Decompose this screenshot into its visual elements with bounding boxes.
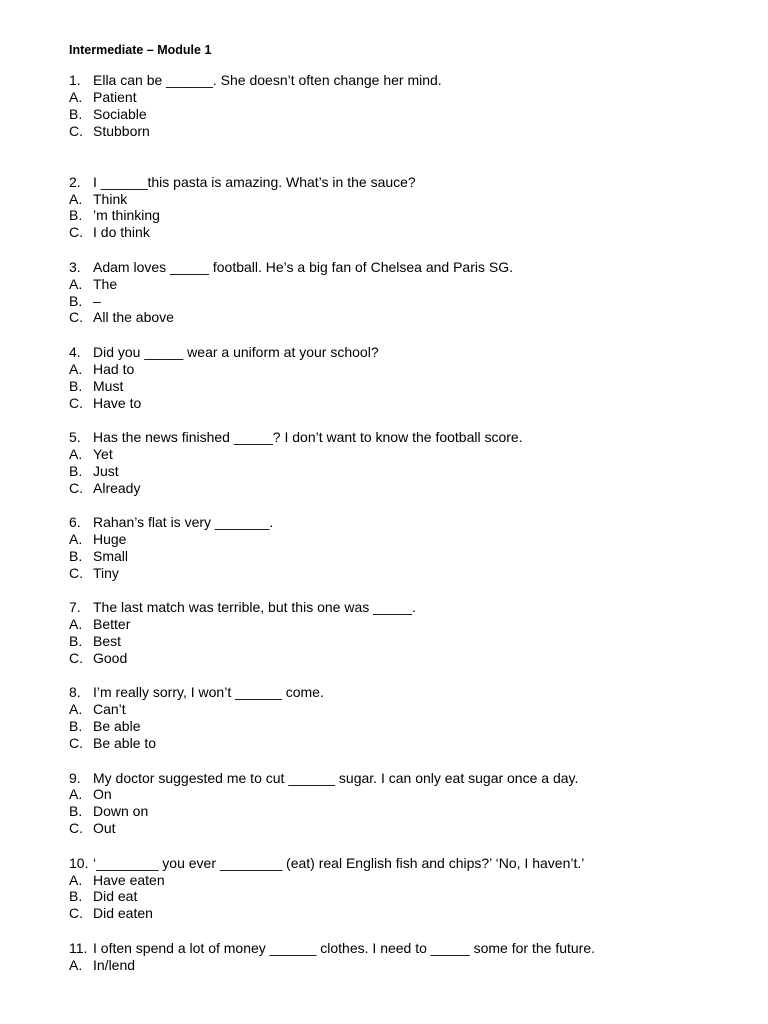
question-10 — [69, 855, 729, 923]
option-text: Huge — [93, 531, 127, 548]
question-number: 5. — [69, 429, 81, 445]
option-letter: A. — [69, 531, 83, 548]
option-letter: A. — [69, 445, 83, 462]
option-letter: C. — [69, 564, 83, 581]
option-a — [69, 89, 729, 106]
option-a — [69, 616, 729, 633]
option-text: Have to — [93, 394, 142, 411]
question-number: 11. — [69, 939, 88, 956]
question-2 — [69, 174, 729, 242]
option-c — [69, 650, 729, 667]
question-text: I often spend a lot of money ______ clothes. I need to _____ some for the future. — [93, 939, 596, 956]
option-text: Down on — [93, 803, 149, 820]
option-letter: A. — [69, 360, 83, 377]
question-number: 9. — [69, 769, 81, 786]
option-letter: B. — [69, 803, 83, 820]
question-7 — [69, 599, 729, 667]
option-text: All the above — [93, 309, 174, 326]
question-number: 4. — [69, 343, 81, 360]
question-8 — [69, 684, 729, 752]
option-b — [69, 378, 729, 395]
option-letter: B. — [69, 888, 83, 905]
spacer — [69, 241, 729, 259]
option-c — [69, 480, 729, 497]
question-11 — [69, 940, 729, 974]
question-text: Ella can be ______. She doesn’t often change her mind. — [93, 72, 442, 88]
document-title: Intermediate – Module 1 — [69, 43, 212, 57]
option-letter: C. — [69, 649, 83, 666]
spacer — [69, 837, 729, 855]
option-c — [69, 123, 729, 140]
question-number: 1. — [69, 72, 81, 88]
option-b — [69, 803, 729, 820]
question-line — [69, 599, 729, 616]
option-a — [69, 957, 729, 974]
option-text: ’m thinking — [93, 207, 160, 224]
option-c — [69, 309, 729, 326]
option-text: Better — [93, 616, 131, 633]
option-text: Yet — [93, 445, 113, 462]
option-letter: C. — [69, 122, 83, 139]
spacer — [69, 752, 729, 770]
question-number: 8. — [69, 684, 81, 701]
option-text: On — [93, 786, 112, 803]
option-a — [69, 446, 729, 463]
question-6 — [69, 514, 729, 582]
document-page — [69, 41, 729, 974]
question-line — [69, 855, 729, 872]
option-text: Have eaten — [93, 871, 165, 888]
spacer — [69, 582, 729, 600]
option-c — [69, 820, 729, 837]
option-text: Patient — [93, 88, 137, 105]
option-c — [69, 565, 729, 582]
option-b — [69, 293, 729, 310]
option-text: Small — [93, 547, 129, 564]
option-letter: B. — [69, 547, 83, 564]
question-line — [69, 259, 729, 276]
option-text: Tiny — [93, 564, 119, 581]
option-b — [69, 207, 729, 224]
option-letter: B. — [69, 207, 83, 224]
option-text: Just — [93, 462, 119, 479]
option-text: Be able to — [93, 735, 157, 752]
option-letter: A. — [69, 786, 83, 803]
question-text: The last match was terrible, but this one was _____. — [93, 599, 416, 616]
option-b — [69, 463, 729, 480]
option-text: Can’t — [93, 701, 126, 718]
option-text: Be able — [93, 718, 141, 735]
spacer — [69, 497, 729, 515]
option-letter: C. — [69, 735, 83, 752]
question-text: ‘________ you ever ________ (eat) real English fish and chips?’ ‘No, I haven’t.’ — [93, 854, 585, 871]
question-text: I’m really sorry, I won’t ______ come. — [93, 684, 324, 701]
option-a — [69, 872, 729, 889]
option-c — [69, 735, 729, 752]
question-line — [69, 940, 729, 957]
question-text: I ______this pasta is amazing. What’s in the sauce? — [93, 173, 416, 190]
option-text: Think — [93, 190, 128, 207]
question-text: Rahan’s flat is very _______. — [93, 514, 274, 531]
question-3 — [69, 259, 729, 327]
option-a — [69, 786, 729, 803]
option-letter: A. — [69, 88, 83, 105]
option-c — [69, 224, 729, 241]
question-text: Did you _____ wear a uniform at your school? — [93, 343, 379, 360]
option-a — [69, 531, 729, 548]
option-text: The — [93, 275, 118, 292]
option-letter: B. — [69, 105, 83, 122]
question-line — [69, 72, 729, 89]
option-letter: B. — [69, 292, 83, 309]
option-letter: C. — [69, 905, 83, 922]
option-a — [69, 276, 729, 293]
option-text: Already — [93, 479, 141, 496]
option-b — [69, 548, 729, 565]
option-letter: B. — [69, 377, 83, 394]
option-letter: B. — [69, 718, 83, 735]
option-b — [69, 633, 729, 650]
option-text: Must — [93, 377, 124, 394]
question-4 — [69, 344, 729, 412]
question-text: Adam loves _____ football. He’s a big fan of Chelsea and Paris SG. — [93, 258, 513, 275]
spacer — [69, 326, 729, 344]
option-b — [69, 106, 729, 123]
spacer — [69, 412, 729, 430]
option-letter: C. — [69, 394, 83, 411]
option-letter: A. — [69, 871, 83, 888]
question-number: 10. — [69, 854, 89, 871]
option-letter: A. — [69, 275, 83, 292]
option-text: Out — [93, 820, 116, 837]
option-text: Stubborn — [93, 122, 150, 139]
question-1 — [69, 72, 729, 140]
spacer — [69, 140, 729, 174]
option-text: Had to — [93, 360, 135, 377]
question-number: 3. — [69, 258, 81, 275]
question-line — [69, 770, 729, 787]
option-letter: B. — [69, 633, 83, 650]
question-line — [69, 429, 729, 446]
question-9 — [69, 770, 729, 838]
question-line — [69, 174, 729, 191]
spacer — [69, 667, 729, 685]
option-text: Did eaten — [93, 905, 153, 922]
option-text: In/lend — [93, 956, 136, 973]
option-letter: A. — [69, 616, 83, 633]
option-a — [69, 361, 729, 378]
option-text: Did eat — [93, 888, 138, 905]
question-text: Has the news finished _____? I don’t want to know the football score. — [93, 429, 523, 445]
question-5 — [69, 429, 729, 497]
option-a — [69, 701, 729, 718]
option-c — [69, 905, 729, 922]
option-text: – — [93, 292, 101, 309]
option-b — [69, 718, 729, 735]
option-letter: A. — [69, 190, 83, 207]
option-letter: B. — [69, 462, 83, 479]
option-letter: A. — [69, 701, 83, 718]
question-line — [69, 684, 729, 701]
option-letter: C. — [69, 309, 83, 326]
question-line — [69, 514, 729, 531]
spacer — [69, 922, 729, 940]
option-text: Good — [93, 649, 128, 666]
option-letter: C. — [69, 224, 83, 241]
option-text: Sociable — [93, 105, 147, 122]
option-text: I do think — [93, 224, 150, 241]
question-number: 6. — [69, 514, 81, 531]
option-b — [69, 888, 729, 905]
question-number: 7. — [69, 599, 81, 616]
option-a — [69, 191, 729, 208]
option-c — [69, 395, 729, 412]
option-text: Best — [93, 633, 122, 650]
question-number: 2. — [69, 173, 81, 190]
option-letter: C. — [69, 479, 83, 496]
option-letter: A. — [69, 956, 83, 973]
question-line — [69, 344, 729, 361]
option-letter: C. — [69, 820, 83, 837]
question-text: My doctor suggested me to cut ______ sugar. I can only eat sugar once a day. — [93, 769, 579, 786]
